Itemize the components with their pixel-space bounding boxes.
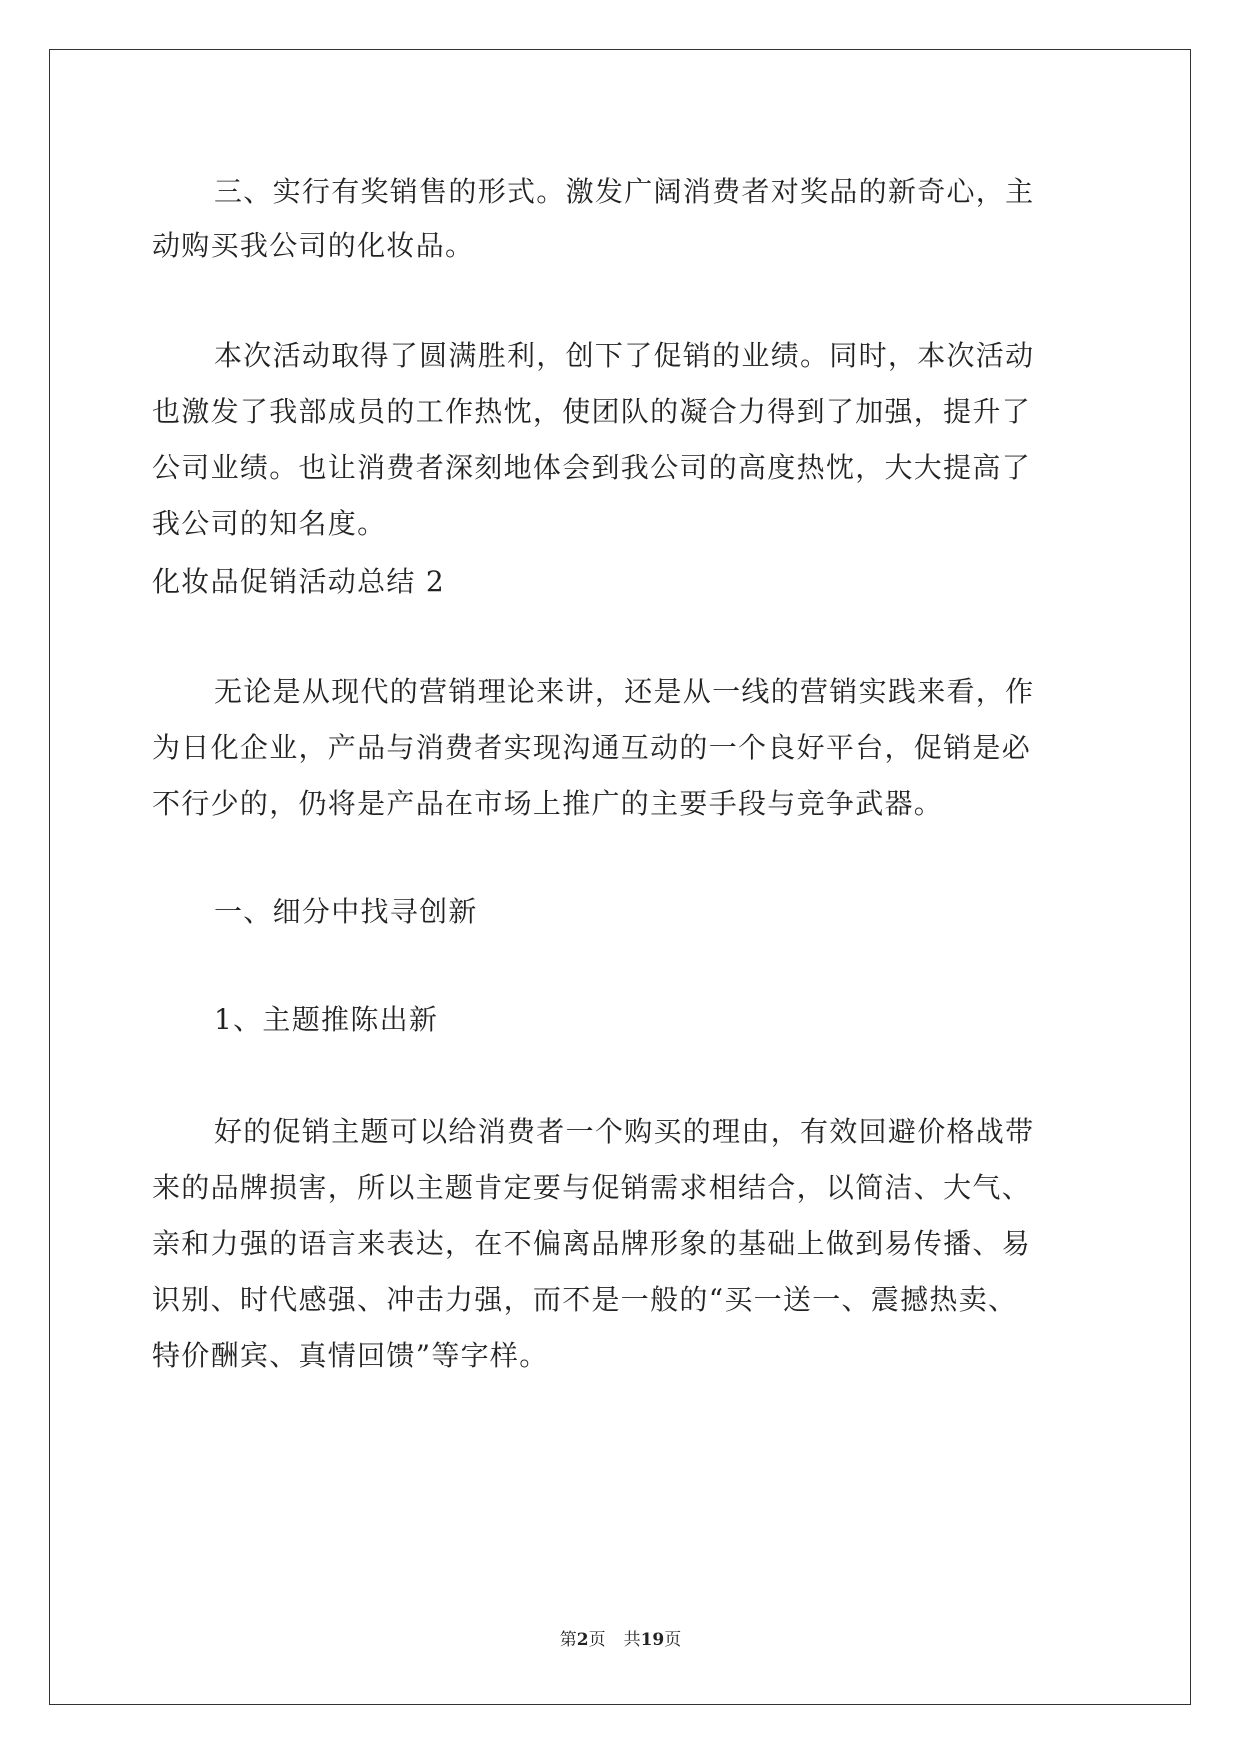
paragraph-line: 三、实行有奖销售的形式。激发广阔消费者对奖品的新奇心，主 — [214, 175, 1035, 208]
page-suffix: 页 — [588, 1630, 606, 1650]
page-footer — [0, 1628, 1241, 1652]
paragraph-line: 好的促销主题可以给消费者一个购买的理由，有效回避价格战带 — [214, 1115, 1035, 1148]
subheading: 一、细分中找寻创新 — [214, 895, 478, 928]
page-border — [49, 49, 1191, 1705]
page-prefix: 第 — [559, 1630, 577, 1650]
paragraph-line: 我公司的知名度。 — [152, 507, 387, 540]
total-pages: 19 — [640, 1630, 665, 1650]
paragraph-line: 来的品牌损害，所以主题肯定要与促销需求相结合，以简洁、大气、 — [152, 1171, 1032, 1204]
section-heading: 化妆品促销活动总结 2 — [152, 565, 446, 598]
paragraph-line: 特价酬宾、真情回馈”等字样。 — [152, 1339, 549, 1372]
paragraph-line: 本次活动取得了圆满胜利，创下了促销的业绩。同时，本次活动 — [214, 339, 1035, 372]
paragraph-line: 动购买我公司的化妆品。 — [152, 229, 475, 262]
total-prefix: 共 — [623, 1630, 641, 1650]
paragraph-line: 不行少的，仍将是产品在市场上推广的主要手段与竞争武器。 — [152, 787, 944, 820]
paragraph-line: 亲和力强的语言来表达，在不偏离品牌形象的基础上做到易传播、易 — [152, 1227, 1032, 1260]
page-number: 2 — [576, 1630, 589, 1650]
paragraph-line: 无论是从现代的营销理论来讲，还是从一线的营销实践来看，作 — [214, 675, 1035, 708]
paragraph-line: 公司业绩。也让消费者深刻地体会到我公司的高度热忱，大大提高了 — [152, 451, 1032, 484]
paragraph-line: 为日化企业，产品与消费者实现沟通互动的一个良好平台，促销是必 — [152, 731, 1032, 764]
paragraph-line: 也激发了我部成员的工作热忱，使团队的凝合力得到了加强，提升了 — [152, 395, 1032, 428]
subheading: 1、主题推陈出新 — [214, 1003, 439, 1036]
paragraph-line: 识别、时代感强、冲击力强，而不是一般的“买一送一、震撼热卖、 — [152, 1283, 1018, 1316]
total-suffix: 页 — [664, 1630, 682, 1650]
